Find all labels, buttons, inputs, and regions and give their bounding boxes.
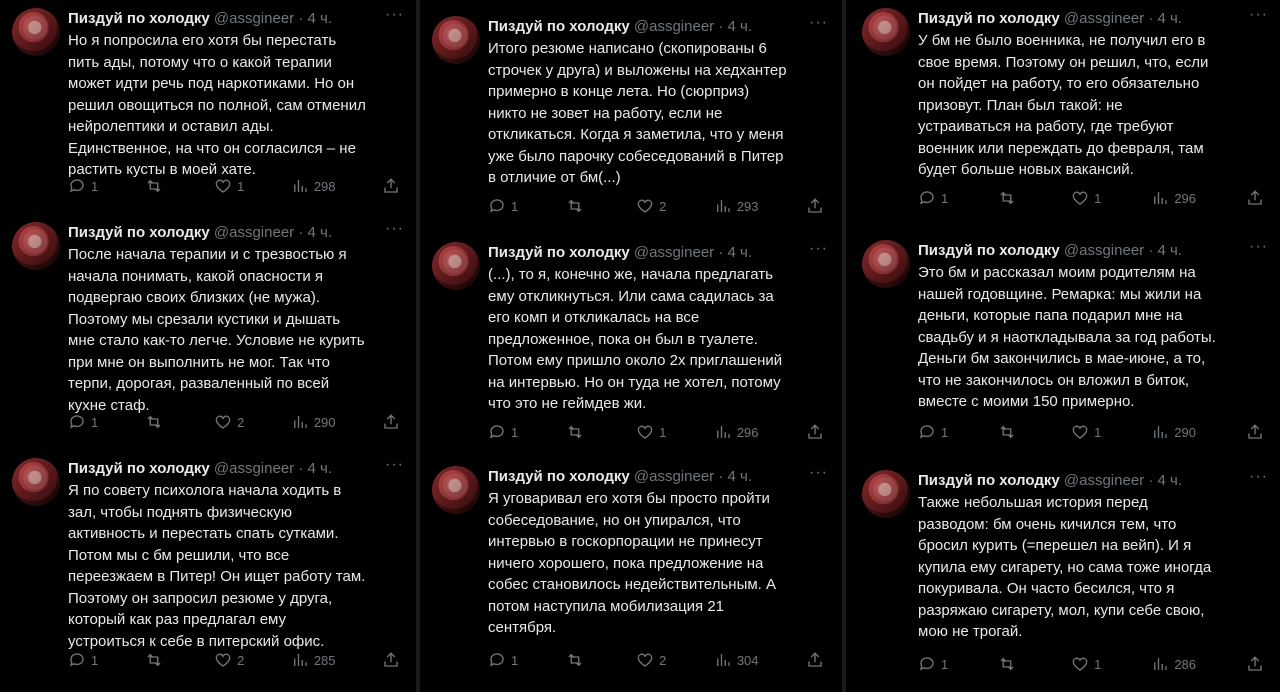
column-1 xyxy=(0,0,416,692)
views-icon xyxy=(291,413,309,431)
share-icon xyxy=(1246,189,1264,207)
reply-count: 1 xyxy=(511,424,519,440)
reply-count: 1 xyxy=(91,414,99,430)
reply-count: 1 xyxy=(941,424,949,440)
reply-button[interactable] xyxy=(488,651,518,669)
tweet-time: · 4 ч. xyxy=(1148,242,1182,259)
share-button[interactable] xyxy=(1246,423,1264,441)
avatar[interactable] xyxy=(862,240,910,288)
more-options-icon[interactable]: ··· xyxy=(809,240,828,257)
tweet-actions xyxy=(488,196,824,216)
tweet-header xyxy=(918,470,1268,492)
author-handle[interactable]: @assgineer xyxy=(213,460,295,477)
avatar[interactable] xyxy=(862,8,910,56)
more-options-icon[interactable]: ··· xyxy=(1249,6,1268,23)
avatar[interactable] xyxy=(12,222,60,270)
reply-button[interactable] xyxy=(488,197,518,215)
view-count: 290 xyxy=(313,414,336,430)
author-handle[interactable]: @assgineer xyxy=(1063,242,1145,259)
heart-icon xyxy=(1071,189,1089,207)
heart-icon xyxy=(636,423,654,441)
tweet-text: (...), то я, конечно же, начала предлагать ему откликнуться. Или сама садилась за его комп и откликалась на все предложенное, пока он был в туалете. Потом ему пришло около 2х приглашений на интервью. Но он туда не хотел, потому что это не геймдев жи. xyxy=(488,266,783,412)
like-button[interactable] xyxy=(636,651,666,669)
retweet-icon xyxy=(566,197,584,215)
tweet-actions xyxy=(918,654,1264,674)
view-count: 304 xyxy=(736,652,759,668)
reply-icon xyxy=(68,413,86,431)
retweet-button[interactable] xyxy=(566,423,589,441)
retweet-button[interactable] xyxy=(145,177,168,195)
share-icon xyxy=(806,651,824,669)
avatar[interactable] xyxy=(862,470,910,518)
view-count: 285 xyxy=(313,652,336,668)
retweet-button[interactable] xyxy=(998,423,1021,441)
tweet-header xyxy=(488,466,828,488)
retweet-icon xyxy=(145,177,163,195)
view-count: 296 xyxy=(736,424,759,440)
tweet[interactable] xyxy=(420,12,840,230)
tweet-text: Я уговаривал его хотя бы просто пройти собеседование, но он упирался, что интервью в госкорпорации не принесут ничего хорошего, пока предложение на собес становилось недействительным. А потом наступила мобилизация 21 сентября. xyxy=(488,490,777,636)
tweet[interactable] xyxy=(420,462,840,686)
avatar[interactable] xyxy=(12,458,60,506)
tweet-header xyxy=(488,242,828,264)
column-2 xyxy=(420,0,840,692)
views-icon xyxy=(714,197,732,215)
views-icon xyxy=(1151,189,1169,207)
tweet-actions xyxy=(488,422,824,442)
tweet-text: Итого резюме написано (скопированы 6 строчек у друга) и выложены на хедхантер примерно в конце лета. Но (сюрприз) никто не зовет на работу, если не откликаться. Когда я заметила, что у меня уже было парочку собеседований в Питер в отличие от бм(...) xyxy=(488,40,787,186)
tweet-text: Но я попросила его хотя бы перестать пить ады, потому что о какой терапии может идти речь под наркотиками. Но он решил овощиться по полной, сам отменил нейролептики и оставил ады. Единственное, на что он согласился – не растить кусты в моей хате. xyxy=(68,32,366,178)
avatar[interactable] xyxy=(432,242,480,290)
retweet-button[interactable] xyxy=(998,189,1021,207)
heart-icon xyxy=(214,413,232,431)
reply-button[interactable] xyxy=(68,651,98,669)
like-count: 2 xyxy=(659,652,667,668)
more-options-icon[interactable]: ··· xyxy=(385,220,404,237)
reply-count: 1 xyxy=(511,198,519,214)
reply-button[interactable] xyxy=(918,189,948,207)
share-icon xyxy=(1246,655,1264,673)
tweet-header xyxy=(918,240,1268,262)
reply-button[interactable] xyxy=(488,423,518,441)
reply-button[interactable] xyxy=(918,655,948,673)
author-name[interactable]: Пиздуй по холодку xyxy=(488,244,630,261)
retweet-icon xyxy=(145,651,163,669)
more-options-icon[interactable]: ··· xyxy=(809,14,828,31)
tweet-text: Также небольшая история перед разводом: бм очень кичился тем, что бросил курить (=перешел на вейп). И я купила ему сигарету, но сама тоже иногда покуривала. Он часто бесился, что я разряжаю сигарету, мол, купи себе свою, мою не трогай. xyxy=(918,494,1212,640)
heart-icon xyxy=(1071,423,1089,441)
retweet-button[interactable] xyxy=(145,651,168,669)
like-count: 1 xyxy=(659,424,667,440)
reply-icon xyxy=(918,423,936,441)
like-count: 1 xyxy=(1094,656,1102,672)
reply-count: 1 xyxy=(511,652,519,668)
tweet-text: Это бм и рассказал моим родителям на нашей годовщине. Ремарка: мы жили на деньги, которые папа подарил мне на свадьбу и я наоткладывала за год работы. Деньги бм закончились в мае-июне, а то, что не закончилось он вложил в биток, вместе с моими 150 примерно. xyxy=(918,264,1216,410)
author-name[interactable]: Пиздуй по холодку xyxy=(68,460,210,477)
like-count: 1 xyxy=(237,178,245,194)
tweet-time: · 4 ч. xyxy=(298,224,332,241)
like-button[interactable] xyxy=(214,413,244,431)
tweet-time: · 4 ч. xyxy=(298,460,332,477)
column-3 xyxy=(850,0,1280,692)
author-handle[interactable]: @assgineer xyxy=(1063,472,1145,489)
reply-count: 1 xyxy=(91,178,99,194)
views-icon xyxy=(291,177,309,195)
author-handle[interactable]: @assgineer xyxy=(213,224,295,241)
retweet-button[interactable] xyxy=(566,197,589,215)
tweet-time: · 4 ч. xyxy=(718,244,752,261)
views-button[interactable] xyxy=(1151,655,1196,673)
like-button[interactable] xyxy=(214,177,244,195)
share-icon xyxy=(382,651,400,669)
author-name[interactable]: Пиздуй по холодку xyxy=(488,18,630,35)
view-count: 298 xyxy=(313,178,336,194)
tweet-actions xyxy=(918,422,1264,442)
reply-icon xyxy=(488,651,506,669)
like-count: 1 xyxy=(1094,190,1102,206)
share-icon xyxy=(382,413,400,431)
like-count: 1 xyxy=(1094,424,1102,440)
views-icon xyxy=(714,423,732,441)
heart-icon xyxy=(1071,655,1089,673)
more-options-icon[interactable]: ··· xyxy=(809,464,828,481)
author-name[interactable]: Пиздуй по холодку xyxy=(68,224,210,241)
share-icon xyxy=(1246,423,1264,441)
views-button[interactable] xyxy=(291,177,336,195)
reply-button[interactable] xyxy=(68,413,98,431)
tweet-header xyxy=(68,222,404,244)
views-icon xyxy=(714,651,732,669)
like-button[interactable] xyxy=(1071,189,1101,207)
share-button[interactable] xyxy=(806,423,824,441)
tweet-actions xyxy=(68,650,400,670)
tweet[interactable] xyxy=(850,4,1280,222)
views-button[interactable] xyxy=(1151,189,1196,207)
reply-button[interactable] xyxy=(918,423,948,441)
avatar[interactable] xyxy=(432,466,480,514)
like-count: 2 xyxy=(237,414,245,430)
heart-icon xyxy=(636,651,654,669)
author-handle[interactable]: @assgineer xyxy=(1063,10,1145,27)
retweet-icon xyxy=(566,651,584,669)
heart-icon xyxy=(636,197,654,215)
views-icon xyxy=(291,651,309,669)
views-icon xyxy=(1151,655,1169,673)
tweet[interactable] xyxy=(850,236,1280,452)
more-options-icon[interactable]: ··· xyxy=(1249,468,1268,485)
column-divider xyxy=(842,0,846,692)
retweet-button[interactable] xyxy=(145,413,168,431)
retweet-button[interactable] xyxy=(998,655,1021,673)
tweet-time: · 4 ч. xyxy=(1148,10,1182,27)
reply-icon xyxy=(68,651,86,669)
tweet-header xyxy=(68,458,404,480)
retweet-icon xyxy=(998,655,1016,673)
author-handle[interactable]: @assgineer xyxy=(633,18,715,35)
like-button[interactable] xyxy=(214,651,244,669)
retweet-icon xyxy=(145,413,163,431)
view-count: 286 xyxy=(1174,656,1197,672)
views-button[interactable] xyxy=(714,651,759,669)
reply-count: 1 xyxy=(941,656,949,672)
reply-icon xyxy=(488,197,506,215)
share-icon xyxy=(382,177,400,195)
avatar[interactable] xyxy=(432,16,480,64)
tweet-time: · 4 ч. xyxy=(718,18,752,35)
reply-button[interactable] xyxy=(68,177,98,195)
reply-icon xyxy=(918,655,936,673)
share-button[interactable] xyxy=(806,197,824,215)
tweet-actions xyxy=(488,650,824,670)
share-button[interactable] xyxy=(1246,189,1264,207)
author-name[interactable]: Пиздуй по холодку xyxy=(918,10,1060,27)
reply-count: 1 xyxy=(91,652,99,668)
views-button[interactable] xyxy=(291,413,336,431)
tweet[interactable] xyxy=(850,466,1280,686)
tweet-actions xyxy=(68,176,400,196)
author-name[interactable]: Пиздуй по холодку xyxy=(68,10,210,27)
views-icon xyxy=(1151,423,1169,441)
share-button[interactable] xyxy=(1246,655,1264,673)
tweet-actions xyxy=(68,412,400,432)
tweet-text: Я по совету психолога начала ходить в зал, чтобы поднять физическую активность и перестать спать сутками. Потом мы с бм решили, что все переезжаем в Питер! Он ищет работу там. Поэтому он запросил резюме у друга, который как раз предлагал ему устроиться к себе в питерский офис. xyxy=(68,482,366,650)
retweet-button[interactable] xyxy=(566,651,589,669)
reply-icon xyxy=(488,423,506,441)
more-options-icon[interactable]: ··· xyxy=(1249,238,1268,255)
tweet-header xyxy=(68,8,404,30)
reply-icon xyxy=(918,189,936,207)
retweet-icon xyxy=(998,423,1016,441)
share-button[interactable] xyxy=(382,413,400,431)
author-name[interactable]: Пиздуй по холодку xyxy=(918,242,1060,259)
author-handle[interactable]: @assgineer xyxy=(633,244,715,261)
view-count: 296 xyxy=(1174,190,1197,206)
tweet[interactable] xyxy=(0,4,416,212)
author-name[interactable]: Пиздуй по холодку xyxy=(918,472,1060,489)
reply-icon xyxy=(68,177,86,195)
views-button[interactable] xyxy=(291,651,336,669)
share-button[interactable] xyxy=(382,651,400,669)
tweet[interactable] xyxy=(420,238,840,452)
tweet[interactable] xyxy=(0,454,416,686)
tweet-actions xyxy=(918,188,1264,208)
retweet-icon xyxy=(998,189,1016,207)
heart-icon xyxy=(214,651,232,669)
heart-icon xyxy=(214,177,232,195)
share-button[interactable] xyxy=(806,651,824,669)
view-count: 290 xyxy=(1174,424,1197,440)
share-icon xyxy=(806,197,824,215)
author-name[interactable]: Пиздуй по холодку xyxy=(488,468,630,485)
like-button[interactable] xyxy=(1071,655,1101,673)
reply-count: 1 xyxy=(941,190,949,206)
like-button[interactable] xyxy=(1071,423,1101,441)
tweet[interactable] xyxy=(0,218,416,448)
retweet-icon xyxy=(566,423,584,441)
share-icon xyxy=(806,423,824,441)
views-button[interactable] xyxy=(1151,423,1196,441)
avatar[interactable] xyxy=(12,8,60,56)
more-options-icon[interactable]: ··· xyxy=(385,456,404,473)
more-options-icon[interactable]: ··· xyxy=(385,6,404,23)
tweet-time: · 4 ч. xyxy=(718,468,752,485)
author-handle[interactable]: @assgineer xyxy=(213,10,295,27)
like-count: 2 xyxy=(659,198,667,214)
share-button[interactable] xyxy=(382,177,400,195)
tweet-time: · 4 ч. xyxy=(1148,472,1182,489)
like-button[interactable] xyxy=(636,197,666,215)
tweet-time: · 4 ч. xyxy=(298,10,332,27)
tweet-header xyxy=(918,8,1268,30)
tweet-text: После начала терапии и с трезвостью я начала понимать, какой опасности я подвергаю своих близких (не мужа). Поэтому мы срезали кустики и дышать мне стало как-то легче. Условие не курить при мне он выполнить не мог. Так что терпи, дорогая, разваленный по всей кухне стаф. xyxy=(68,246,365,414)
like-count: 2 xyxy=(237,652,245,668)
author-handle[interactable]: @assgineer xyxy=(633,468,715,485)
views-button[interactable] xyxy=(714,197,759,215)
like-button[interactable] xyxy=(636,423,666,441)
tweet-text: У бм не было военника, не получил его в свое время. Поэтому он решил, что, если он пойдет на работу, то его обязательно призовут. План был такой: не устраиваться на работу, где требуют военник или переждать до февраля, там будет больше новых вакансий. xyxy=(918,32,1209,178)
tweet-header xyxy=(488,16,828,38)
view-count: 293 xyxy=(736,198,759,214)
views-button[interactable] xyxy=(714,423,759,441)
